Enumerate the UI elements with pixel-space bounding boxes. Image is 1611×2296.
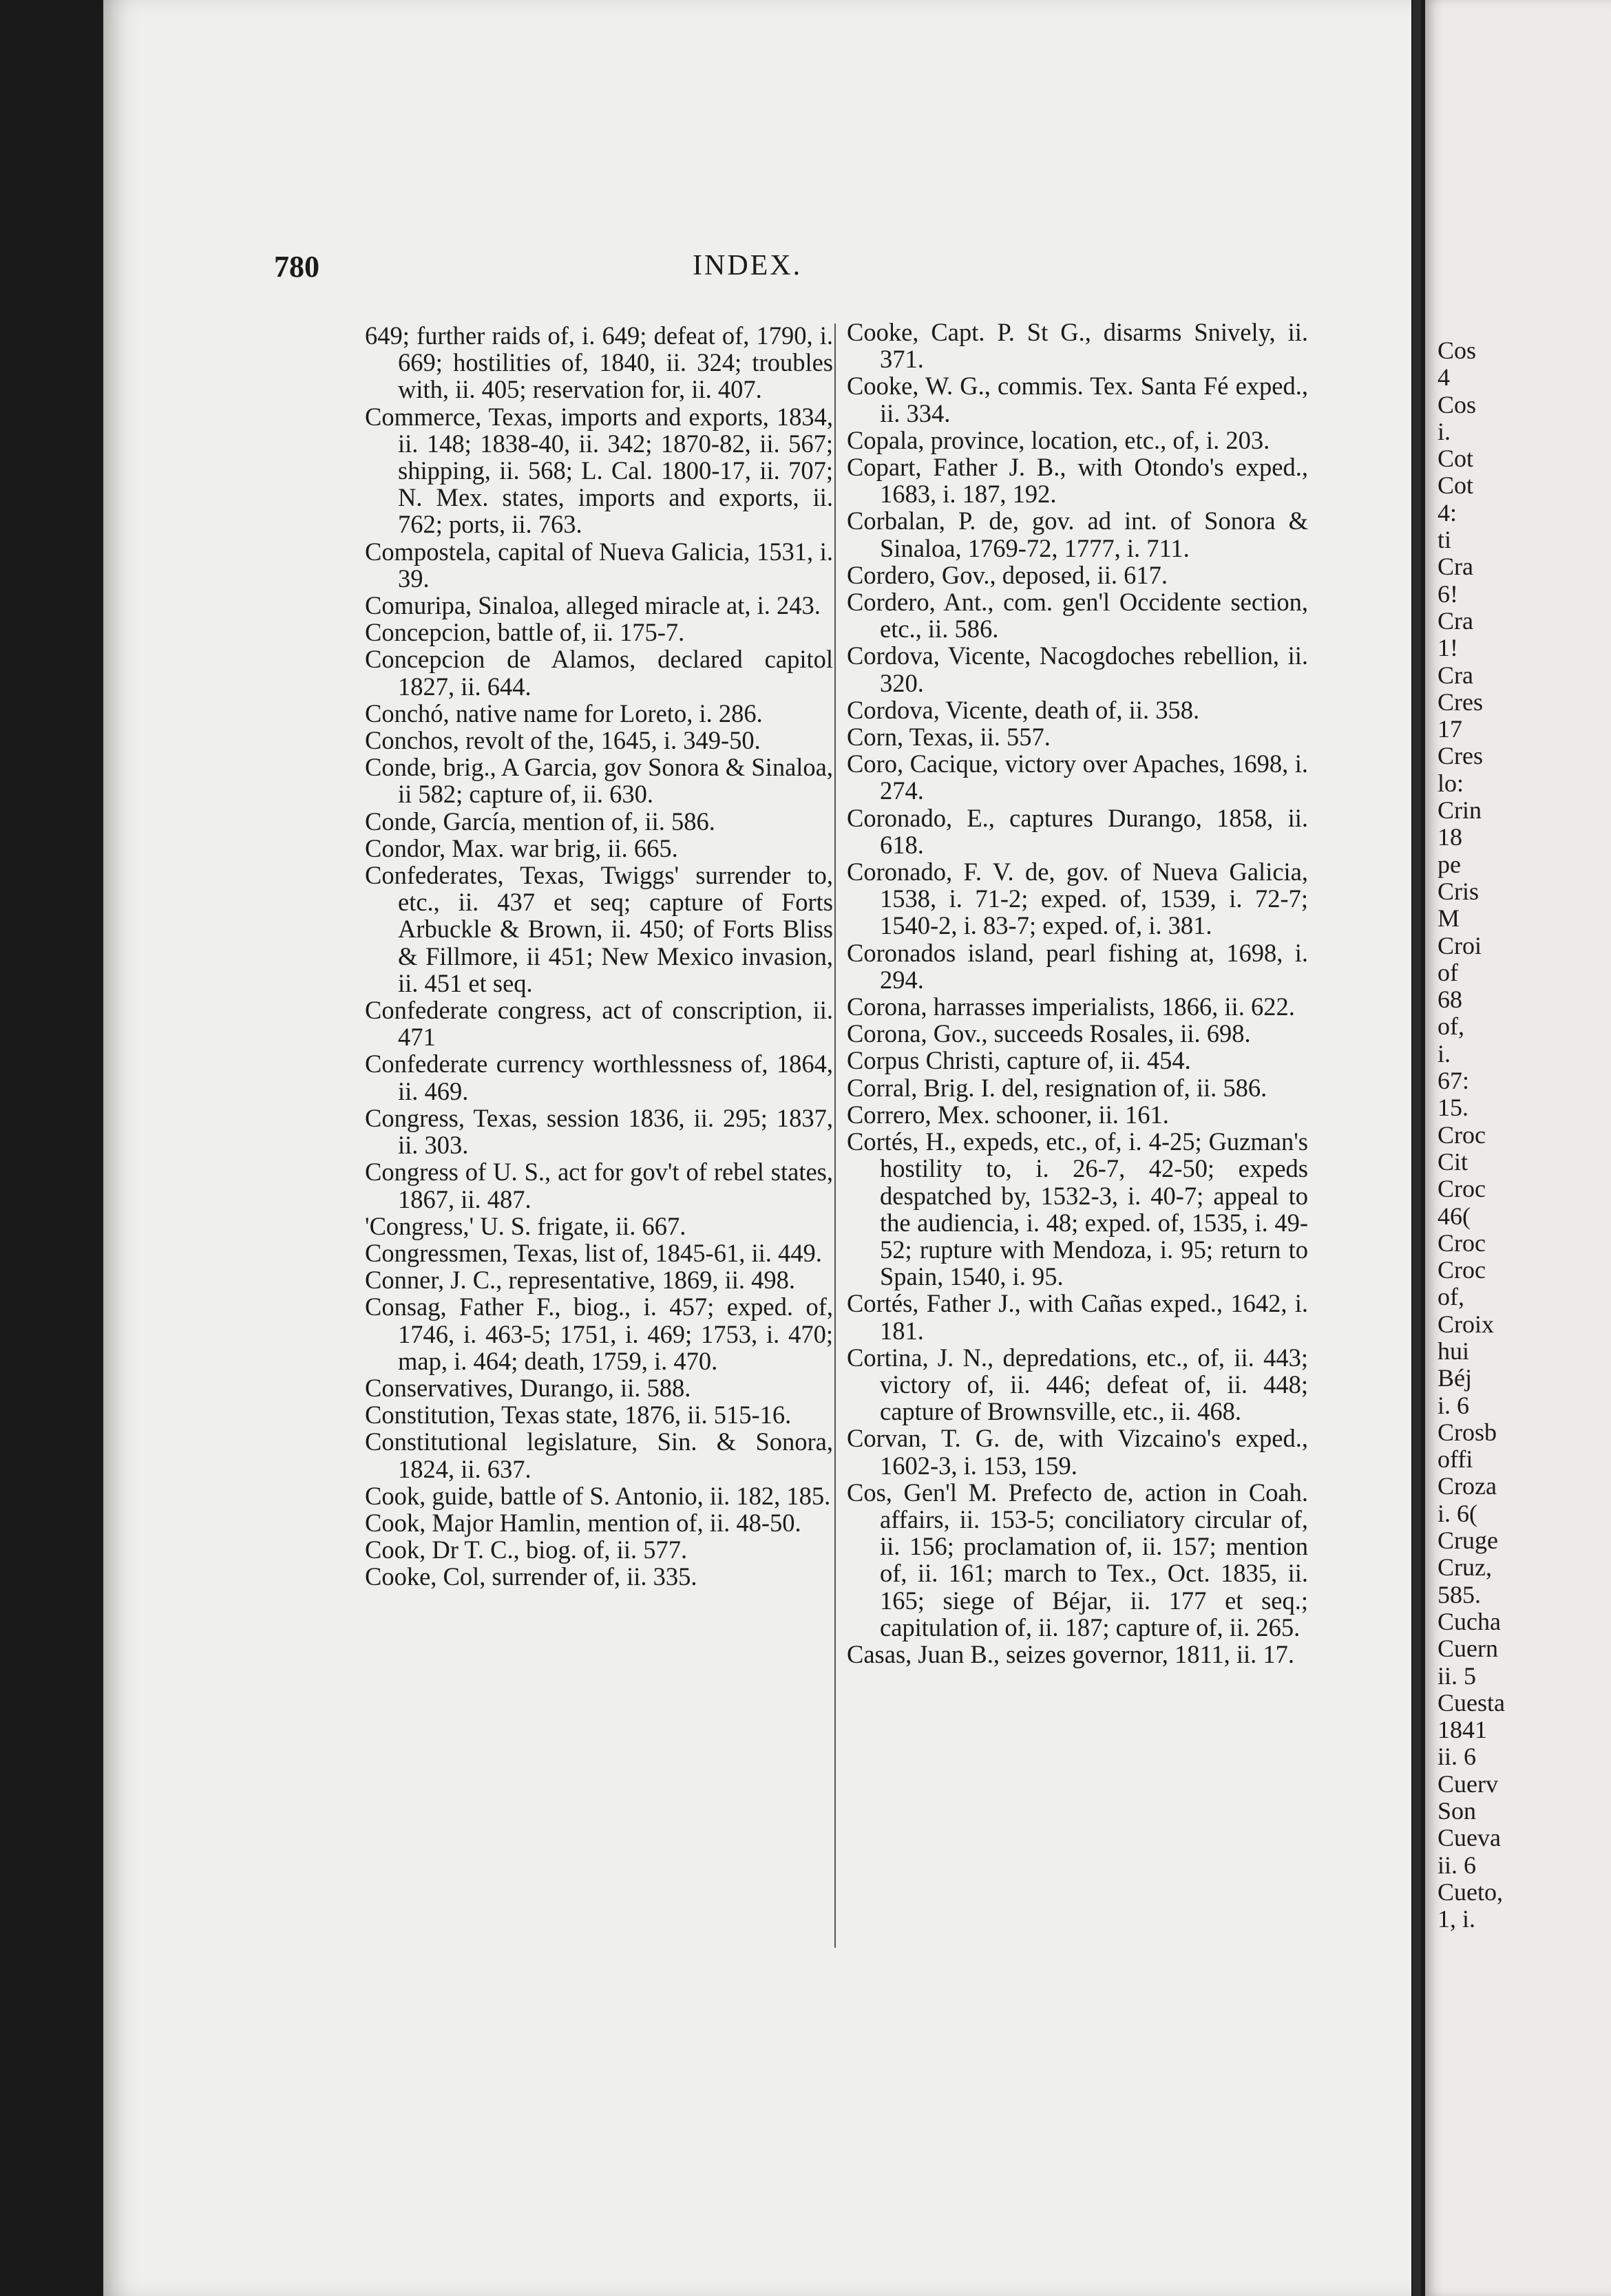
index-entry-fragment: 1! (1438, 634, 1458, 662)
index-entry: Copart, Father J. B., with Otondo's exped., 1683, i. 187, 192. (847, 453, 1308, 509)
index-entry: Conner, J. C., representative, 1869, ii. 498. (365, 1266, 796, 1295)
index-entry-fragment: Cra (1438, 606, 1473, 635)
index-entry: Coro, Cacique, victory over Apaches, 1698, i. 274. (847, 750, 1308, 805)
index-entry: Corral, Brig. I. del, resignation of, ii. 586. (847, 1073, 1267, 1102)
index-entry-fragment: Croc (1438, 1256, 1486, 1284)
index-entry-fragment: 1, i. (1438, 1905, 1476, 1933)
index-entry-fragment: 15. (1438, 1094, 1468, 1122)
index-entry: Confederates, Texas, Twiggs' surrender to, etc., ii. 437 et seq; capture of Forts Arbuckle & Brown, ii. 450; of Forts Bliss & Fillmore, ii 451; New Mexico invasion, ii. 451 et seq. (365, 861, 833, 997)
index-entry-fragment: Cos (1438, 390, 1477, 418)
index-entry: Cordero, Ant., com. gen'l Occidente section, etc., ii. 586. (847, 588, 1308, 644)
index-entry-fragment: Cos (1438, 337, 1477, 364)
index-entry-fragment: Croc (1438, 1120, 1486, 1149)
index-entry: Consag, Father F., biog., i. 457; exped. of, 1746, i. 463-5; 1751, i. 469; 1753, i. 470; map, i. 464; death, 1759, i. 470. (365, 1293, 833, 1375)
index-entry: Congressmen, Texas, list of, 1845-61, ii. 449. (365, 1238, 822, 1267)
index-entry-fragment: lo: (1438, 769, 1464, 797)
index-entry: Cook, guide, battle of S. Antonio, ii. 182, 185. (365, 1481, 831, 1510)
index-entry-fragment: Crosb (1438, 1418, 1497, 1446)
index-entry-fragment: i. 6 (1438, 1391, 1470, 1419)
index-entry-fragment: Cuesta (1438, 1688, 1505, 1716)
index-entry: Corpus Christi, capture of, ii. 454. (847, 1046, 1191, 1075)
index-entry-fragment: 585. (1438, 1580, 1481, 1608)
index-entry: Coronado, E., captures Durango, 1858, ii. 618. (847, 803, 1308, 859)
index-entry: 'Congress,' U. S. frigate, ii. 667. (365, 1211, 686, 1240)
index-entry: Cook, Major Hamlin, mention of, ii. 48-50. (365, 1508, 801, 1537)
index-entry: Cooke, W. G., commis. Tex. Santa Fé exped., ii. 334. (847, 372, 1308, 427)
index-entry-fragment: 67: (1438, 1067, 1470, 1095)
page-gutter (1413, 0, 1421, 2296)
index-entry-fragment: 18 (1438, 823, 1462, 851)
page-number: 780 (274, 250, 319, 284)
index-entry-fragment: Cueva (1438, 1824, 1501, 1852)
index-entry: Casas, Juan B., seizes governor, 1811, ii. 17. (847, 1639, 1295, 1668)
index-entry: Constitution, Texas state, 1876, ii. 515-16. (365, 1401, 792, 1429)
index-entry: Cordero, Gov., deposed, ii. 617. (847, 560, 1168, 589)
index-entry-fragment: i. 6( (1438, 1499, 1477, 1527)
index-entry: Cos, Gen'l M. Prefecto de, action in Coah. affairs, ii. 153-5; conciliatory circular of, ii. 156; proclamation of, ii. 157; mention of, ii. 161; march to Tex., Oct. 1835, ii. 165; siege of Béjar, ii. 177 et seq.; capitulation of, ii. 187; capture of, ii. 265. (847, 1478, 1308, 1641)
index-entry: Corvan, T. G. de, with Vizcaino's exped., 1602-3, i. 153, 159. (847, 1424, 1308, 1480)
index-entry: Cortés, Father J., with Cañas exped., 1642, i. 181. (847, 1289, 1308, 1345)
index-entry-fragment: Cueto, (1438, 1878, 1503, 1906)
index-entry-fragment: hui (1438, 1337, 1470, 1365)
index-entry: Confederate currency worthlessness of, 1864, ii. 469. (365, 1050, 833, 1105)
index-column-left (365, 322, 833, 1591)
index-entry-fragment: i. (1438, 417, 1451, 445)
index-entry: Condor, Max. war brig, ii. 665. (365, 833, 678, 862)
index-entry: Copala, province, location, etc., of, i. 203. (847, 425, 1270, 454)
index-entry: Comuripa, Sinaloa, alleged miracle at, i. 243. (365, 591, 821, 620)
index-entry-fragment: Croi (1438, 931, 1482, 959)
index-entry: Cortés, H., expeds, etc., of, i. 4-25; Guzman's hostility to, i. 26-7, 42-50; expeds despatched by, 1532-3, i. 40-7; appeal to the audiencia, i. 48; exped. of, 1535, i. 49-52; rupture with Mendoza, i. 95; return to Spain, 1540, i. 95. (847, 1127, 1308, 1291)
index-entry: Cook, Dr T. C., biog. of, ii. 577. (365, 1535, 688, 1564)
index-entry: Corona, Gov., succeeds Rosales, ii. 698. (847, 1019, 1251, 1048)
index-entry-fragment: Cuern (1438, 1635, 1498, 1663)
index-entry: Conchó, native name for Loreto, i. 286. (365, 699, 763, 727)
index-entry: Corbalan, P. de, gov. ad int. of Sonora & Sinaloa, 1769-72, 1777, i. 711. (847, 507, 1308, 562)
index-entry-fragment: 4: (1438, 498, 1457, 527)
index-entry-fragment: 6! (1438, 580, 1458, 608)
index-entry: Constitutional legislature, Sin. & Sonora, 1824, ii. 637. (365, 1427, 833, 1483)
index-entry-fragment: Cris (1438, 877, 1480, 905)
index-entry-fragment: Cres (1438, 742, 1483, 770)
index-entry-fragment: pe (1438, 850, 1461, 878)
index-entry-fragment: 17 (1438, 715, 1462, 743)
index-entry: Conchos, revolt of the, 1645, i. 349-50. (365, 726, 761, 755)
index-entry: Cortina, J. N., depredations, etc., of, ii. 443; victory of, ii. 446; defeat of, ii. 448; capture of Brownsville, etc., ii. 468. (847, 1343, 1308, 1426)
index-entry-fragment: Cruz, (1438, 1553, 1492, 1582)
index-entry-fragment: offi (1438, 1445, 1473, 1474)
index-entry-fragment: Cra (1438, 661, 1473, 689)
index-entry-fragment: ii. 5 (1438, 1661, 1477, 1690)
index-entry-fragment: ti (1438, 526, 1452, 554)
index-entry: Cordova, Vicente, Nacogdoches rebellion, ii. 320. (847, 641, 1308, 697)
index-entry-fragment: Cres (1438, 688, 1483, 716)
index-entry: Corona, harrasses imperialists, 1866, ii. 622. (847, 992, 1295, 1021)
index-entry-fragment: Cra (1438, 553, 1473, 581)
index-entry-fragment: i. (1438, 1039, 1451, 1067)
index-entry-fragment: Croc (1438, 1175, 1486, 1203)
index-entry: Cooke, Capt. P. St G., disarms Snively, ii. 371. (847, 318, 1308, 374)
index-entry-fragment: ii. 6 (1438, 1851, 1477, 1879)
index-entry-fragment: 1841 (1438, 1716, 1487, 1744)
index-entry-fragment: Crin (1438, 796, 1482, 825)
index-entry: Concepcion, battle of, ii. 175-7. (365, 618, 685, 647)
index-column-right-cropped (1438, 337, 1611, 1933)
index-entry: Congress, Texas, session 1836, ii. 295; 1837, ii. 303. (365, 1103, 833, 1160)
index-entry-fragment: Son (1438, 1797, 1477, 1825)
index-entry-fragment: Cot (1438, 445, 1474, 473)
index-entry: Corn, Texas, ii. 557. (847, 723, 1051, 752)
index-entry: Cordova, Vicente, death of, ii. 358. (847, 695, 1200, 724)
index-entry-fragment: Béj (1438, 1364, 1472, 1392)
page-header (274, 249, 962, 290)
index-entry: Conde, brig., A Garcia, gov Sonora & Sinaloa, ii 582; capture of, ii. 630. (365, 753, 833, 809)
index-entry-fragment: Cot (1438, 471, 1474, 500)
index-entry-fragment: M (1438, 904, 1460, 933)
index-entry: Congress of U. S., act for gov't of rebel states, 1867, ii. 487. (365, 1158, 833, 1213)
index-entry: Coronado, F. V. de, gov. of Nueva Galicia, 1538, i. 71-2; exped. of, 1539, i. 72-7; 1540-2, i. 83-7; exped. of, i. 381. (847, 858, 1308, 940)
column-divider (834, 323, 836, 1948)
index-entry-fragment: 46( (1438, 1202, 1471, 1230)
index-entry-fragment: ii. 6 (1438, 1743, 1477, 1771)
index-entry-fragment: 4 (1438, 363, 1450, 392)
index-entry-fragment: Croza (1438, 1472, 1497, 1500)
index-entry: Cooke, Col, surrender of, ii. 335. (365, 1562, 697, 1591)
index-entry: Coronados island, pearl fishing at, 1698, i. 294. (847, 938, 1308, 994)
index-entry-fragment: Cucha (1438, 1607, 1501, 1635)
index-entry-fragment: 68 (1438, 986, 1462, 1014)
index-entry-fragment: of (1438, 958, 1458, 986)
index-entry-fragment: Cruge (1438, 1527, 1498, 1555)
index-entry-fragment: Croix (1438, 1310, 1495, 1338)
index-entry: Commerce, Texas, imports and exports, 1834, ii. 148; 1838-40, ii. 342; 1870-82, ii. 567; shipping, ii. 568; L. Cal. 1800-17, ii. 707; N. Mex. states, imports and exports, ii. 762; ports, ii. 763. (365, 402, 833, 539)
index-entry: Conde, García, mention of, ii. 586. (365, 807, 715, 836)
index-column-middle (847, 319, 1308, 1668)
index-entry: 649; further raids of, i. 649; defeat of, 1790, i. 669; hostilities of, 1840, ii. 324; troubles with, ii. 405; reservation for, ii. 407. (365, 321, 833, 404)
index-entry: Concepcion de Alamos, declared capitol 1827, ii. 644. (365, 645, 833, 701)
running-title: INDEX. (693, 250, 803, 281)
index-entry-fragment: Croc (1438, 1229, 1486, 1257)
index-entry: Compostela, capital of Nueva Galicia, 1531, i. 39. (365, 537, 833, 593)
index-entry: Correro, Mex. schooner, ii. 161. (847, 1100, 1169, 1129)
index-entry-fragment: of, (1438, 1283, 1464, 1311)
index-entry: Confederate congress, act of conscription, ii. 471 (365, 996, 833, 1052)
index-entry-fragment: Cit (1438, 1147, 1468, 1176)
index-entry-fragment: of, (1438, 1012, 1464, 1041)
index-entry: Conservatives, Durango, ii. 588. (365, 1373, 691, 1402)
index-entry-fragment: Cuerv (1438, 1769, 1498, 1798)
